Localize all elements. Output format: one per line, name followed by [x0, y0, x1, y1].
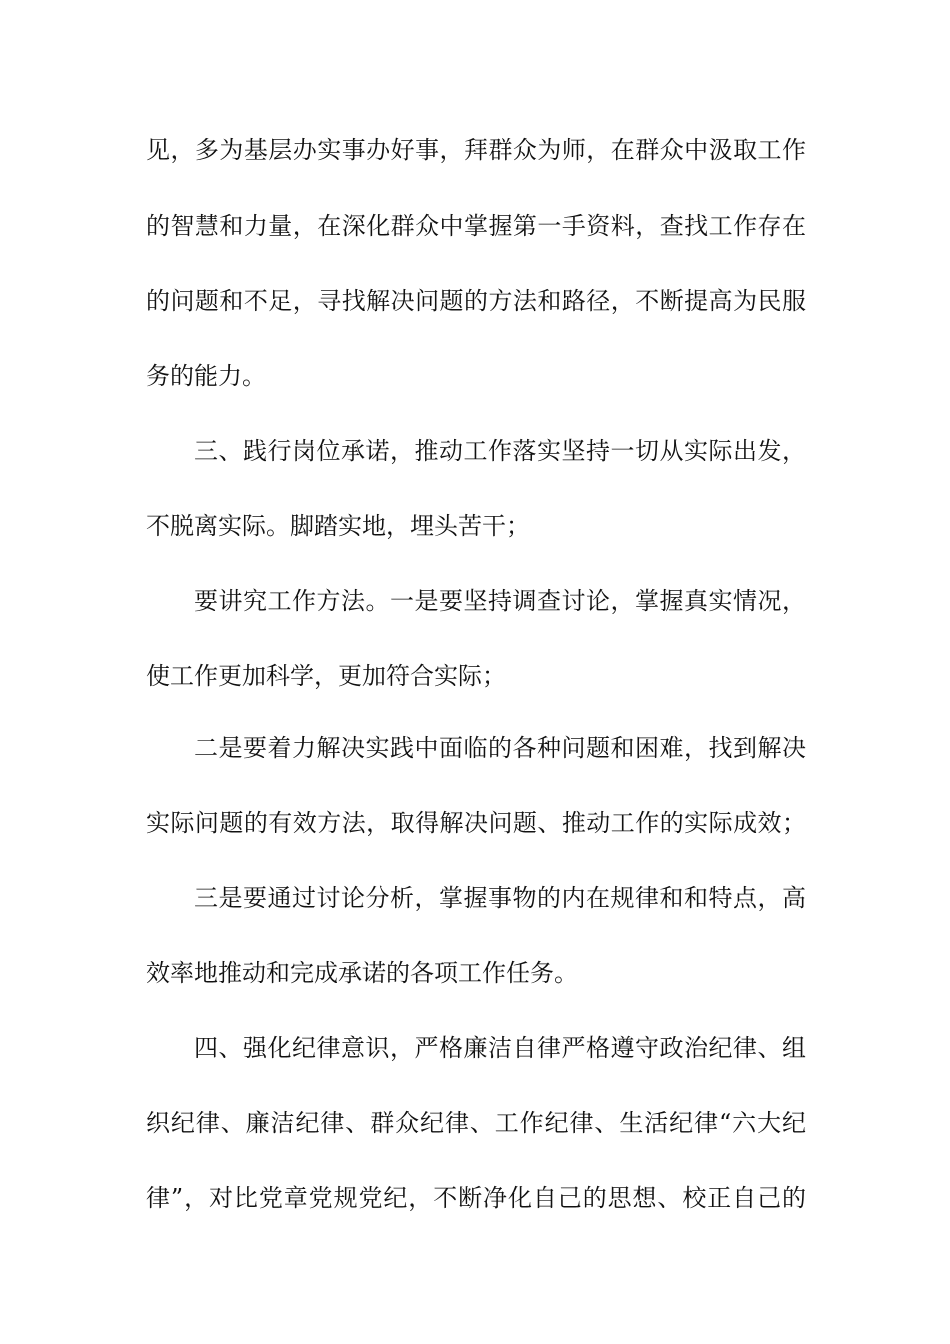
paragraph-line: 织纪律、廉洁纪律、群众纪律、工作纪律、生活纪律“六大纪	[146, 1109, 806, 1137]
paragraph-line: 律”，对比党章党规党纪，不断净化自己的思想、校正自己的	[146, 1184, 806, 1212]
paragraph-line: 务的能力。	[146, 362, 266, 390]
paragraph-line: 三是要通过讨论分析，掌握事物的内在规律和和特点，高	[194, 884, 806, 912]
paragraph-line: 的问题和不足，寻找解决问题的方法和路径，不断提高为民服	[146, 287, 806, 315]
paragraph-line: 不脱离实际。脚踏实地，埋头苦干；	[146, 512, 530, 540]
paragraph-line: 的智慧和力量，在深化群众中掌握第一手资料，查找工作存在	[146, 212, 806, 240]
section-heading-line: 四、强化纪律意识，严格廉洁自律严格遵守政治纪律、组	[194, 1034, 806, 1062]
paragraph-line: 二是要着力解决实践中面临的各种问题和困难，找到解决	[194, 734, 806, 762]
paragraph-line: 效率地推动和完成承诺的各项工作任务。	[146, 959, 578, 987]
paragraph-line: 使工作更加科学，更加符合实际；	[146, 662, 506, 690]
section-heading-line: 三、践行岗位承诺，推动工作落实坚持一切从实际出发，	[194, 437, 806, 465]
paragraph-line: 要讲究工作方法。一是要坚持调查讨论，掌握真实情况，	[194, 587, 806, 615]
paragraph-line: 见，多为基层办实事办好事，拜群众为师，在群众中汲取工作	[146, 136, 806, 164]
paragraph-line: 实际问题的有效方法，取得解决问题、推动工作的实际成效；	[146, 809, 806, 837]
